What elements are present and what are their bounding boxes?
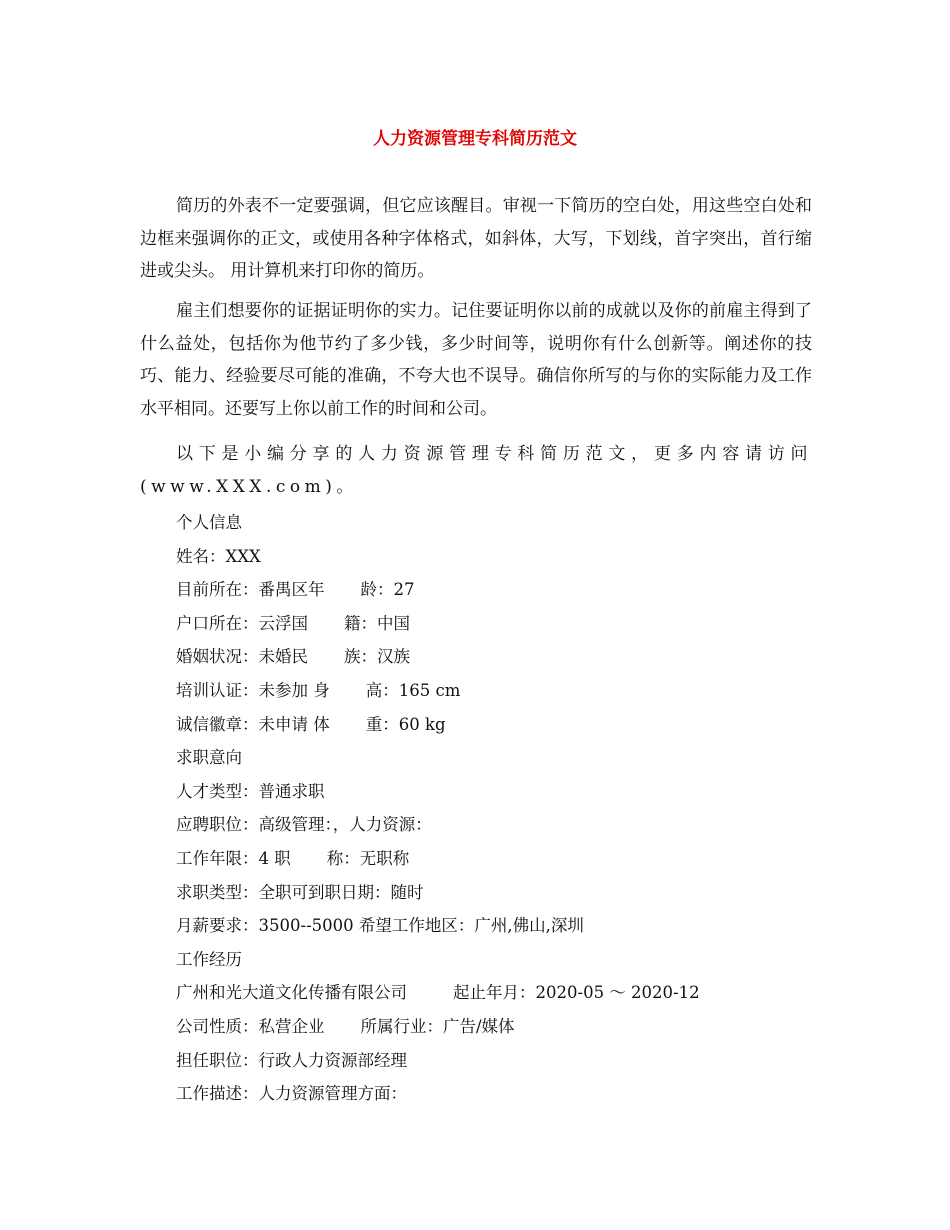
field-company-period: 广州和光大道文化传播有限公司 起止年月：2020-05 ～ 2020-12 — [176, 983, 700, 1003]
field-training-height: 培训认证：未参加 身 高：165 cm — [176, 680, 461, 700]
field-company-nature-industry: 公司性质：私营企业 所属行业：广告/媒体 — [176, 1016, 515, 1036]
field-marital-ethnicity: 婚姻状况：未婚民 族：汉族 — [176, 647, 410, 667]
field-position-applied: 应聘职位：高级管理：，人力资源： — [176, 815, 432, 835]
intro-paragraph-1: 简历的外表不一定要强调，但它应该醒目。审视一下简历的空白处，用这些空白处和边框来强调你的正文，或使用各种字体格式，如斜体，大写，下划线，首字突出，首行缩进或尖头。 用计算机来打印你的简历。 — [140, 196, 812, 281]
field-badge-weight: 诚信徽章：未申请 体 重：60 kg — [176, 714, 446, 734]
field-salary-region: 月薪要求：3500--5000 希望工作地区：广州,佛山,深圳 — [176, 916, 584, 936]
intro-paragraph-3: 以下是小编分享的人力资源管理专科简历范文，更多内容请访问(www.XXX.com)。 — [140, 444, 812, 497]
document-title: 人力资源管理专科简历范文 — [373, 129, 577, 149]
section-heading-job-intention: 求职意向 — [176, 748, 242, 768]
resume-lines — [176, 506, 816, 1111]
field-job-description: 工作描述：人力资源管理方面： — [176, 1084, 407, 1104]
field-hukou-nationality: 户口所在：云浮国 籍：中国 — [176, 613, 410, 633]
field-talent-type: 人才类型：普通求职 — [176, 781, 325, 801]
intro-paragraph-2: 雇主们想要你的证据证明你的实力。记住要证明你以前的成就以及你的前雇主得到了什么益处，包括你为他节约了多少钱，多少时间等，说明你有什么创新等。阐述你的技巧、能力、经验要尽可能的准确，不夸大也不误导。确信你所写的与你的实际能力及工作水平相同。还要写上你以前工作的时间和公司。 — [140, 301, 812, 419]
field-job-type-start: 求职类型：全职可到职日期：随时 — [176, 882, 424, 902]
field-name: 姓名：XXX — [176, 546, 261, 566]
field-job-title: 担任职位：行政人力资源部经理 — [176, 1050, 407, 1070]
field-work-years-title: 工作年限：4 职 称：无职称 — [176, 848, 410, 868]
section-heading-work-experience: 工作经历 — [176, 949, 242, 969]
field-location-age: 目前所在：番禺区年 龄：27 — [176, 580, 415, 600]
section-heading-personal-info: 个人信息 — [176, 513, 242, 532]
